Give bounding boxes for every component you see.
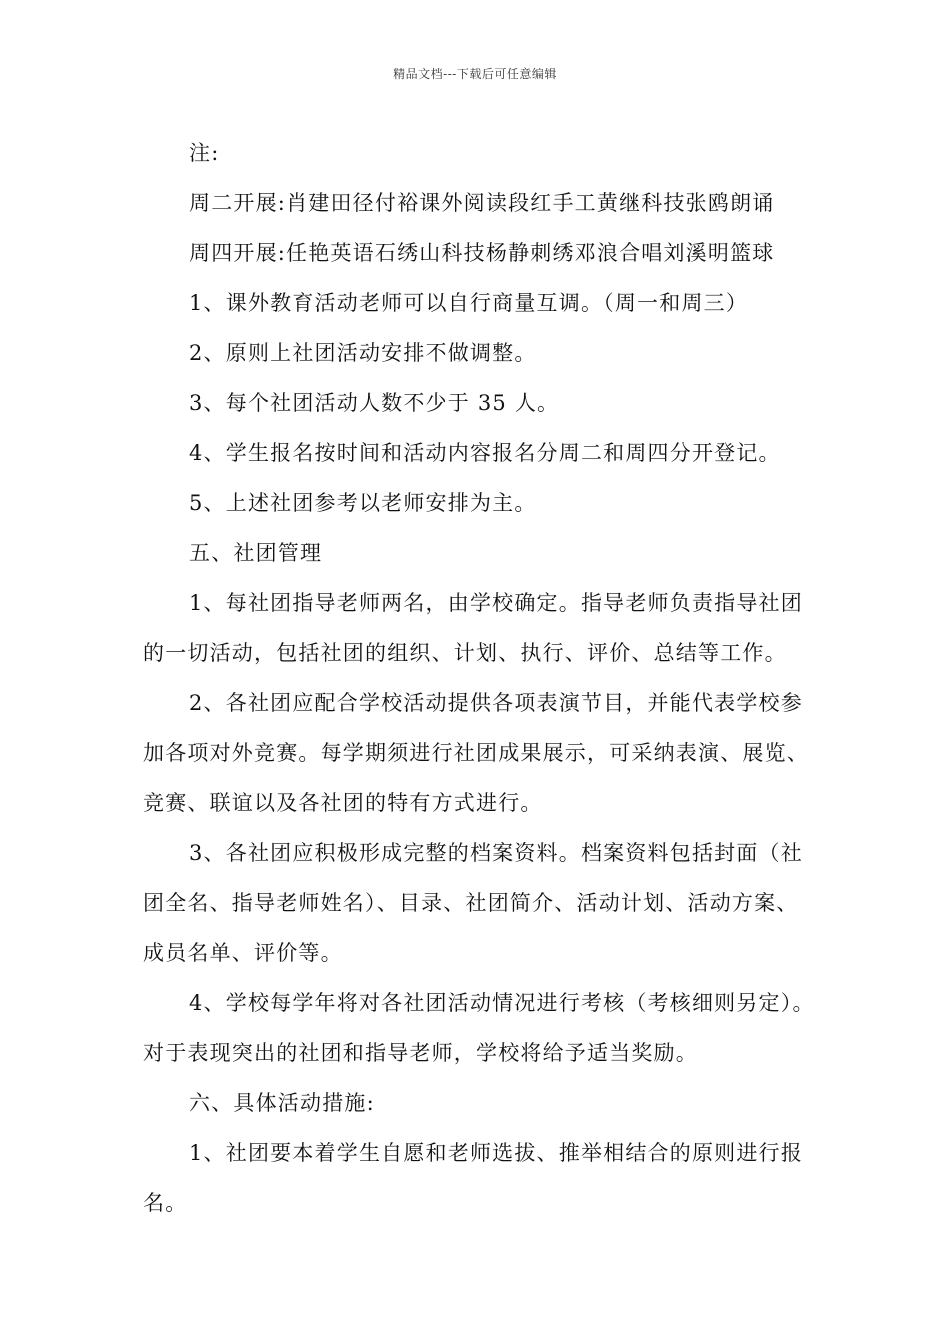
management-item-1-line-1: 1、每社团指导老师两名，由学校确定。指导老师负责指导社团 bbox=[189, 591, 803, 615]
management-item-3-line-3: 成员名单、评价等。 bbox=[143, 941, 343, 965]
document-body bbox=[143, 128, 833, 1228]
section-heading-club-management: 五、社团管理 bbox=[189, 541, 323, 565]
thursday-schedule: 周四开展:任艳英语石绣山科技杨静刺绣邓浪合唱刘溪明篮球 bbox=[189, 241, 775, 265]
tuesday-schedule: 周二开展:肖建田径付裕课外阅读段红手工黄继科技张鸥朗诵 bbox=[189, 191, 775, 215]
management-item-1-line-2: 的一切活动，包括社团的组织、计划、执行、评价、总结等工作。 bbox=[143, 641, 787, 665]
management-item-4-line-1: 4、学校每学年将对各社团活动情况进行考核（考核细则另定）。 bbox=[189, 991, 815, 1015]
note-item-4: 4、学生报名按时间和活动内容报名分周二和周四分开登记。 bbox=[189, 441, 781, 465]
management-item-3-line-1: 3、各社团应积极形成完整的档案资料。档案资料包括封面（社 bbox=[189, 841, 803, 865]
measure-item-1-line-1: 1、社团要本着学生自愿和老师选拔、推举相结合的原则进行报 bbox=[189, 1141, 803, 1165]
page-header: 精品文档---下载后可任意编辑 bbox=[393, 67, 557, 81]
management-item-3-line-2: 团全名、指导老师姓名）、目录、社团简介、活动计划、活动方案、 bbox=[143, 891, 799, 915]
note-item-5: 5、上述社团参考以老师安排为主。 bbox=[189, 491, 537, 515]
note-item-1: 1、课外教育活动老师可以自行商量互调。（周一和周三） bbox=[189, 291, 749, 315]
note-heading: 注: bbox=[189, 141, 220, 165]
management-item-2-line-2: 加各项对外竞赛。每学期须进行社团成果展示，可采纳表演、展览、 bbox=[143, 741, 809, 765]
management-item-4-line-2: 对于表现突出的社团和指导老师，学校将给予适当奖励。 bbox=[143, 1041, 698, 1065]
note-item-2: 2、原则上社团活动安排不做调整。 bbox=[189, 341, 537, 365]
measure-item-1-line-2: 名。 bbox=[143, 1191, 188, 1215]
section-heading-activity-measures: 六、具体活动措施: bbox=[189, 1091, 375, 1115]
management-item-2-line-1: 2、各社团应配合学校活动提供各项表演节目，并能代表学校参 bbox=[189, 691, 803, 715]
management-item-2-line-3: 竞赛、联谊以及各社团的特有方式进行。 bbox=[143, 791, 543, 815]
note-item-3: 3、每个社团活动人数不少于 35 人。 bbox=[189, 391, 560, 415]
